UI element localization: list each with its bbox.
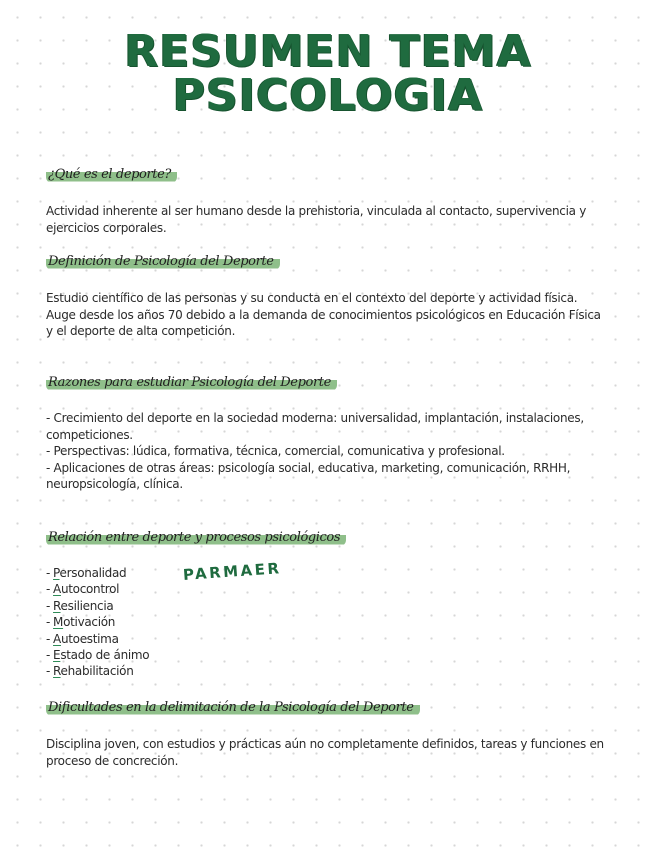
section-heading-dificultades: Dificultades en la delimitación de la Psicología del Deporte	[46, 699, 420, 716]
process-list	[46, 565, 149, 680]
section-heading-que-es-deporte: ¿Qué es el deporte?	[46, 166, 177, 183]
section-body-que-es-deporte: Actividad inherente al ser humano desde la prehistoria, vinculada al contacto, supervivencia y ejercicios corporales.	[46, 204, 587, 235]
list-item: - Estado de ánimo	[46, 648, 150, 663]
bullet-item: - Perspectivas: lúdica, formativa, técnica, comercial, comunicativa y profesional.	[46, 444, 505, 458]
section-heading-relacion: Relación entre deporte y procesos psicológicos	[46, 529, 346, 546]
page-title	[0, 26, 656, 121]
title-line-1: RESUMEN TEMA	[124, 26, 532, 77]
list-item: - Autoestima	[46, 631, 119, 646]
title-line-2: PSICOLOGIA	[172, 70, 484, 121]
list-item: - Rehabilitación	[46, 664, 134, 679]
section-body-dificultades: Disciplina joven, con estudios y prácticas aún no completamente definidos, tareas y funciones en proceso de concreción.	[46, 737, 604, 768]
section-heading-razones: Razones para estudiar Psicología del Deporte	[46, 374, 337, 391]
list-item: - Motivación	[46, 615, 116, 630]
list-item: - Autocontrol	[46, 582, 120, 597]
bullet-item: - Aplicaciones de otras áreas: psicología social, educativa, marketing, comunicación, RRHH, neuropsicología, clínica.	[46, 460, 571, 491]
section-body-definicion: Estudio científico de las personas y su conducta en el contexto del deporte y actividad física. Auge desde los años 70 debido a la demanda de conocimientos psicológicos en Educación Física y el deporte de alta competición.	[46, 291, 601, 338]
section-heading-definicion: Definición de Psicología del Deporte	[46, 253, 280, 270]
acronym-label: PARMAER	[182, 559, 282, 584]
list-item: - Personalidad	[46, 566, 127, 580]
section-bullets-razones	[46, 410, 606, 493]
bullet-item: - Crecimiento del deporte en la sociedad moderna: universalidad, implantación, instalaciones, competiciones.	[46, 411, 584, 442]
list-item: - Resiliencia	[46, 598, 114, 613]
